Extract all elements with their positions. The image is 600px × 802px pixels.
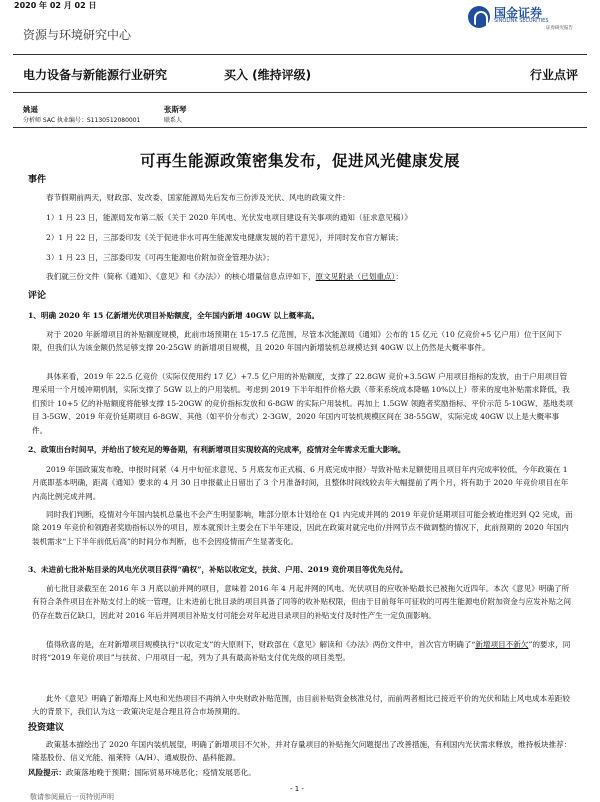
logo-english-name: SINOLINK SECURITIES [494,18,549,24]
logo-subtitle: 证券研究报告 [546,26,573,31]
report-date: 2020 年 02 月 02 日 [14,1,97,10]
report-main-title: 可再生能源政策密集发布，促进风光健康发展 [139,151,460,170]
point-3-title: 3、未进前七批补贴目录的风电光伏项目获得“确权”，补贴以收定支，扶贫、户用、2019 竞价项目等优先兑付。 [28,565,408,574]
point-2-paragraph-2: 同时我们判断，疫情对今年国内装机总量也不会产生明显影响，唯部分原本计划给在 Q1 内完成并网的 2019 年竞价延期项目可能会被迫推迟到 Q2 完成，而除 2019 年竞价和领跑者奖励指标以外的项目，原本就预计主要会在下半年建设，因此在政策对就完电价/并网节点不做调整的情况下，此前预期的 2020 年国内装机需求“上下半年前低后高”的时间分布判断，也不会因疫情而产生显著变化。 [32,510,573,546]
report-rating: 买入 (维持评级) [224,68,312,82]
point-3-paragraph-2 [32,638,573,665]
event-summary-text: 我们就三份文件（简称《通知》、《意见》和《办法》）的核心增量信息点评如下， [46,272,316,281]
comment-heading: 评论 [28,291,47,301]
event-summary-end: ： [395,272,403,281]
footer-disclaimer: 敬请参阅最后一页特别声明 [30,793,114,801]
analyst-divider [13,127,587,128]
point-1-paragraph-1: 对于 2020 年新增项目的补贴额度规模，此前市场预期在 15-17.5 亿范围，尽管本次能源局《通知》公布的 15 亿元（10 亿竞价+5 亿户用）位于区间下限，但我们认为该金额仍然足够支撑 20-25GW 的新增项目规模，且 2020 年国内新增装机总规模达到 40GW 以上仍然是大概率事件。 [32,330,562,353]
analyst-name: 姚遥 [23,105,38,114]
report-industry-title: 电力设备与新能源行业研究 [23,68,168,82]
point-1-title: 1、明确 2020 年 15 亿新增光伏项目补贴额度，全年国内新增 40GW 以上概率高。 [28,311,320,320]
point-3-paragraph-1: 前七批目录截至在 2016 年 3 月底以前并网的项目，意味着 2016 年 4 月起并网的风电、光伏项目的应收补贴最长已被拖欠近四年。本次《意见》明确了所有符合条件项目在补贴支付上的统一管理，让未进前七批目录的项目具备了同等的收补贴权限，但由于目前每年可征收的可再生能源电价附加资金与应发补贴之间仍存在数百亿缺口，因此对 2016 年后并网项目补贴支付可能会对年起进目录项目的补贴支付及时性产生一定负面影响。 [32,584,572,620]
header-divider [13,54,587,55]
point-2-title: 2、政策出台时间早，并给出了较充足的筹备期，有利新增项目实现较高的完成率，疫情对全年需求无重大影响。 [28,445,406,454]
logo-chinese-name: 国金证券 [494,6,543,20]
event-intro: 春节假期前两天，财政部、发改委、国家能源局先后发布三份涉及光伏、风电的政策文件： [46,193,350,202]
event-item-2: 2）1 月 22 日，三部委印发《关于促进非水可再生能源发电健康发展的若干意见》，并同时发布官方解读； [46,233,403,242]
department-name: 资源与环境研究中心 [23,28,132,42]
contact-role: 联系人 [164,117,183,124]
event-item-1: 1）1 月 23 日，能源局发布第二版《关于 2020 年风电、光伏发电项目建设有关事项的通知（征求意见稿）》 [46,213,412,222]
risk-label: 风险提示： [28,768,66,777]
title-divider [13,92,587,93]
event-summary [32,270,573,283]
appendix-link[interactable]: 原文见附录（已划重点） [315,272,396,281]
point-2-paragraph-1: 2019 年国政策发布晚、申报时间紧（4 月中旬征求意见、5 月底发布正式稿、6 月底完成申报）导致补贴未足额使用且项目年内完成率较低，今年政策在 1 月底即基本明确，距离《通知》要求的 4 月 30 日申报截止日留出了 3 个月准备时间，且整体时间线较去年大幅提前了两个月，将有助于 2020 年竞价项目在年内高比例完成并网。 [32,465,569,501]
point-3-paragraph-3: 此外《意见》明确了新增海上风电和光热项目不再纳入中央财政补贴范围，由目前补贴资金核准兑付，而前两者相比已接近平价的光伏和陆上风电成本差距较大的背景下，我们认为这一政策决定是合理且符合市场预期的。 [32,694,570,717]
analyst-sac-number: 分析师 SAC 执业编号：S1130512080001 [23,117,141,124]
event-heading: 事件 [28,175,47,185]
contact-name: 张斯琴 [164,105,187,114]
event-item-3: 3）1 月 23 日，三部委印发《可再生能源电价附加资金管理办法》； [46,253,274,262]
point-3-paragraph-2-start: 值得欣喜的是，在对新增项目规模执行“以收定支”的大原则下，财政部在《意见》解读和《办法》两份文件中，首次官方明确了“ [46,640,476,649]
sinolink-logo [468,4,590,34]
risk-warning [28,766,569,779]
page-number: - 1 - [290,785,304,793]
highlighted-phrase: 新增项目不新欠 [475,640,529,649]
sinolink-logo-icon [468,6,490,28]
investment-heading: 投资建议 [28,723,65,733]
point-3-paragraph-2-end: ”的要求，同时将“2019 年竞价项目”与扶贫、户用项目一起，列为了具有最高补贴支付优先级的项目类型。 [32,640,571,663]
risk-text: 政策落地晚于预期；国际贸易环境恶化；疫情发展恶化。 [65,768,256,777]
report-type: 行业点评 [529,68,578,82]
investment-text: 政策基本描绘出了 2020 年国内装机展望，明确了新增项目不欠补，并对存量项目的补贴拖欠问题提出了改善措施，有利国内光伏需求释放，维持板块推荐：隆基股份、信义光能、福莱特（A/H）、通威股份、晶科能源。 [32,740,572,763]
point-1-paragraph-2: 具体来看，2019 年 22.5 亿竞价（实际仅使用约 17 亿）+7.5 亿户用的补贴额度，支撑了 22.8GW 竞价+3.5GW 户用项目指标的发放，由于户用项目管理采用一个月缓冲期机制，实际支撑了 5GW 以上的户用装机。考虑到 2019 下半年组件价格大跌（带来系统成本降幅 10%以上）带来的度电补贴需求降低，我们预计 10+5 亿的补贴额度将能够支撑 15-20GW 的竞价指标发放和 6-8GW 的实际户用装机。再加上 1.5GW 领跑者奖励指标、平价示范 5-10GW、基地类项目 3-5GW、2019 年竞价延期项目 6-8GW、其他（如平价分布式）2-3GW，2020 年国内可装机规模区间在 38-55GW，实际完成 40GW 以上是大概率事件。 [32,372,574,435]
